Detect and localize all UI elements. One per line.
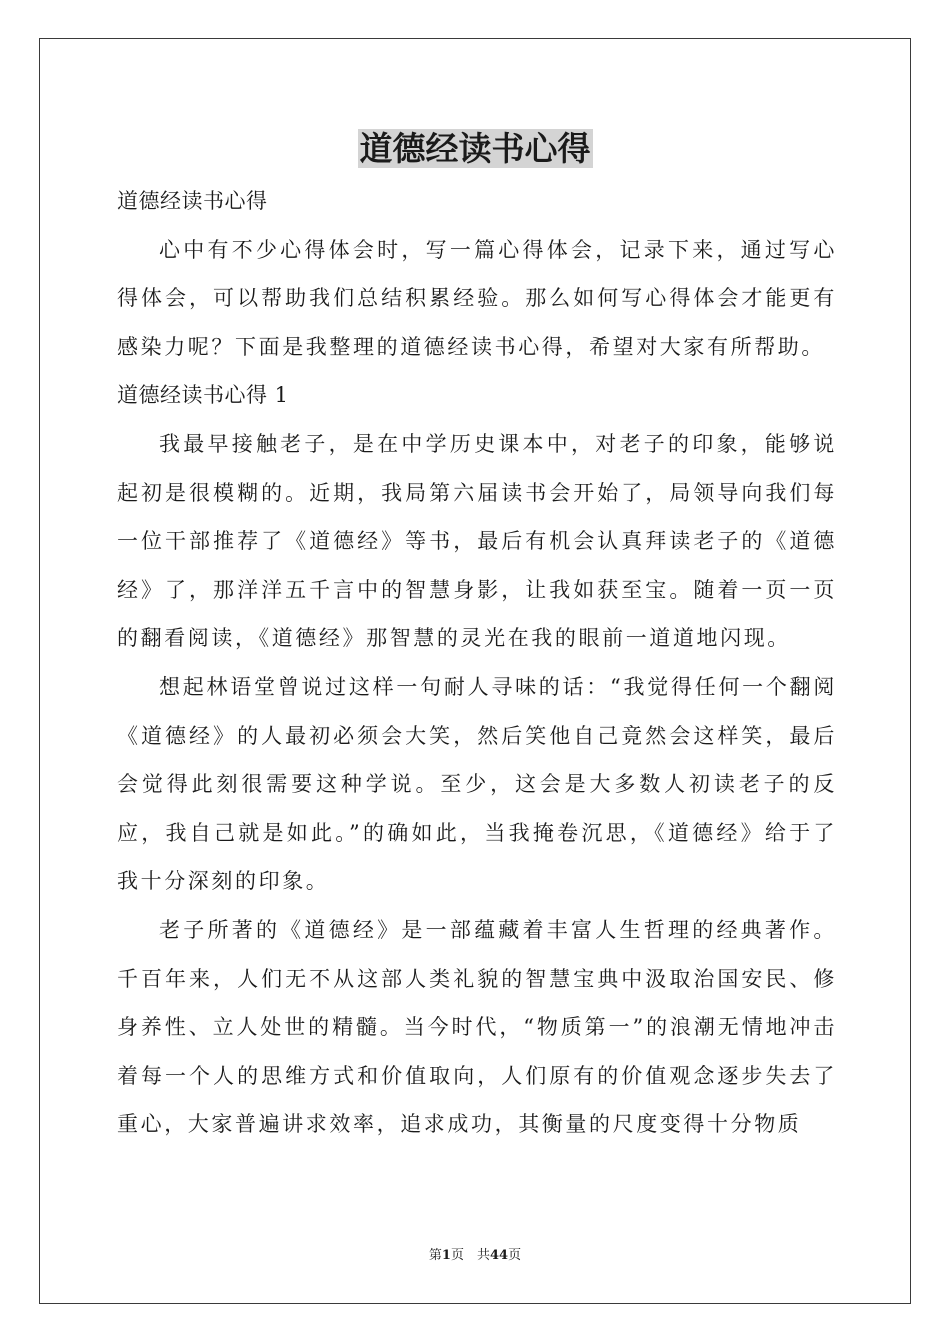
- section-heading: 道德经读书心得 1: [117, 383, 289, 408]
- document-body: [117, 177, 837, 1149]
- footer-page-total: 44: [489, 1248, 509, 1263]
- body-paragraph: 想起林语堂曾说过这样一句耐人寻味的话：“我觉得任何一个翻阅《道德经》的人最初必须会大笑，然后笑他自己竟然会这样笑，最后会觉得此刻很需要这种学说。至少，这会是大多数人初读老子的反应，我自己就是如此。”的确如此，当我掩卷沉思，《道德经》给于了我十分深刻的印象。: [117, 674, 837, 894]
- page-footer: [0, 1247, 950, 1265]
- document-title-text: 道德经读书心得: [359, 129, 591, 168]
- intro-paragraph: 心中有不少心得体会时，写一篇心得体会，记录下来，通过写心得体会，可以帮助我们总结积累经验。那么如何写心得体会才能更有感染力呢？下面是我整理的道德经读书心得，希望对大家有所帮助。: [117, 237, 837, 359]
- document-title: [0, 126, 950, 172]
- footer-page-suffix: 页: [508, 1248, 522, 1263]
- body-paragraph: 我最早接触老子，是在中学历史课本中，对老子的印象，能够说起初是很模糊的。近期，我局第六届读书会开始了，局领导向我们每一位干部推荐了《道德经》等书，最后有机会认真拜读老子的《道德经》了，那洋洋五千言中的智慧身影，让我如获至宝。随着一页一页的翻看阅读，《道德经》那智慧的灵光在我的眼前一道道地闪现。: [117, 431, 837, 651]
- footer-page-prefix: 第: [428, 1248, 442, 1263]
- footer-page-mid: 页 共: [450, 1248, 490, 1263]
- document-subtitle: 道德经读书心得: [117, 189, 268, 213]
- body-paragraph: 老子所著的《道德经》是一部蕴藏着丰富人生哲理的经典著作。千百年来，人们无不从这部人类礼貌的智慧宝典中汲取治国安民、修身养性、立人处世的精髓。当今时代，“物质第一”的浪潮无情地冲击着每一个人的思维方式和价值取向，人们原有的价值观念逐步失去了重心，大家普遍讲求效率，追求成功，其衡量的尺度变得十分物质: [117, 917, 837, 1137]
- footer-page-current: 1: [441, 1248, 451, 1263]
